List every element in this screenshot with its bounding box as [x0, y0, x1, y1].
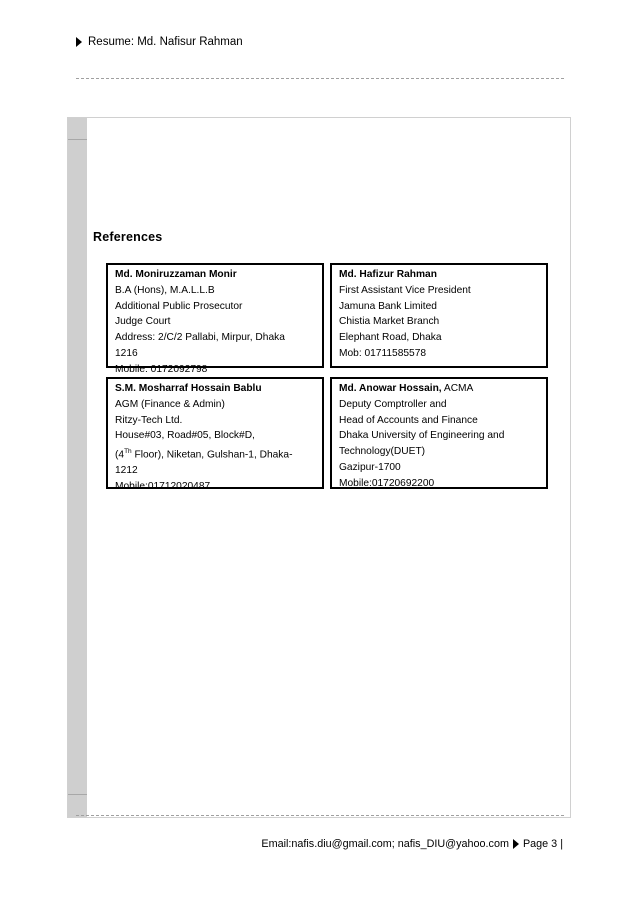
header-divider [76, 78, 564, 79]
footer-emails: Email:nafis.diu@gmail.com; nafis_DIU@yahoo.com [261, 838, 509, 850]
page-footer [261, 838, 563, 850]
reference-line: Elephant Road, Dhaka [339, 332, 442, 344]
footer-divider [76, 815, 564, 816]
reference-line: Judge Court [115, 316, 171, 328]
reference-line: Ritzy-Tech Ltd. [115, 414, 183, 426]
reference-line: House#03, Road#05, Block#D, [115, 430, 255, 442]
references-heading: References [93, 230, 163, 244]
reference-line: B.A (Hons), M.A.L.L.B [115, 284, 215, 296]
sidebar-divider [68, 794, 87, 795]
triangle-right-icon [76, 37, 82, 47]
reference-line: Dhaka University of Engineering and [339, 430, 505, 442]
floor-open: (4 [115, 449, 125, 461]
left-sidebar-bar [68, 118, 87, 817]
reference-line: 1212 [115, 465, 138, 477]
header-title: Resume: Md. Nafisur Rahman [88, 36, 243, 48]
reference-line: Jamuna Bank Limited [339, 300, 437, 312]
floor-rest: Floor), Niketan, Gulshan-1, Dhaka- [131, 449, 293, 461]
reference-line: Technology(DUET) [339, 446, 426, 458]
reference-card [330, 377, 548, 489]
reference-card [330, 263, 548, 368]
reference-line: Chistia Market Branch [339, 316, 440, 328]
reference-line: Mobile:01720692200 [339, 477, 435, 489]
page-header [76, 36, 243, 48]
reference-name: Md. Hafizur Rahman [339, 269, 437, 280]
reference-line: Mobile: 0172092798 [115, 363, 208, 375]
reference-line: Head of Accounts and Finance [339, 414, 478, 426]
reference-name: Md. Moniruzzaman Monir [115, 269, 237, 280]
reference-line: Additional Public Prosecutor [115, 300, 243, 312]
reference-name: S.M. Mosharraf Hossain Bablu [115, 383, 262, 394]
sidebar-divider [68, 139, 87, 140]
reference-name-suffix: ACMA [441, 383, 474, 394]
page-number: Page 3 | [522, 838, 563, 850]
reference-line: AGM (Finance & Admin) [115, 398, 225, 410]
reference-line: Address: 2/C/2 Pallabi, Mirpur, Dhaka [115, 332, 285, 344]
reference-line: Mob: 01711585578 [339, 347, 427, 359]
reference-line: 1216 [115, 347, 138, 359]
reference-card [106, 377, 324, 493]
triangle-right-icon [513, 839, 519, 849]
reference-card [106, 263, 324, 375]
reference-line [115, 444, 315, 463]
reference-line: Mobile:01712020487 [115, 481, 211, 493]
reference-name: Md. Anowar Hossain, [339, 383, 442, 394]
reference-line: Deputy Comptroller and [339, 398, 447, 410]
reference-line: First Assistant Vice President [339, 284, 471, 296]
reference-name-line [339, 381, 539, 397]
floor-superscript: Th [124, 448, 132, 456]
reference-line: Gazipur-1700 [339, 461, 401, 473]
